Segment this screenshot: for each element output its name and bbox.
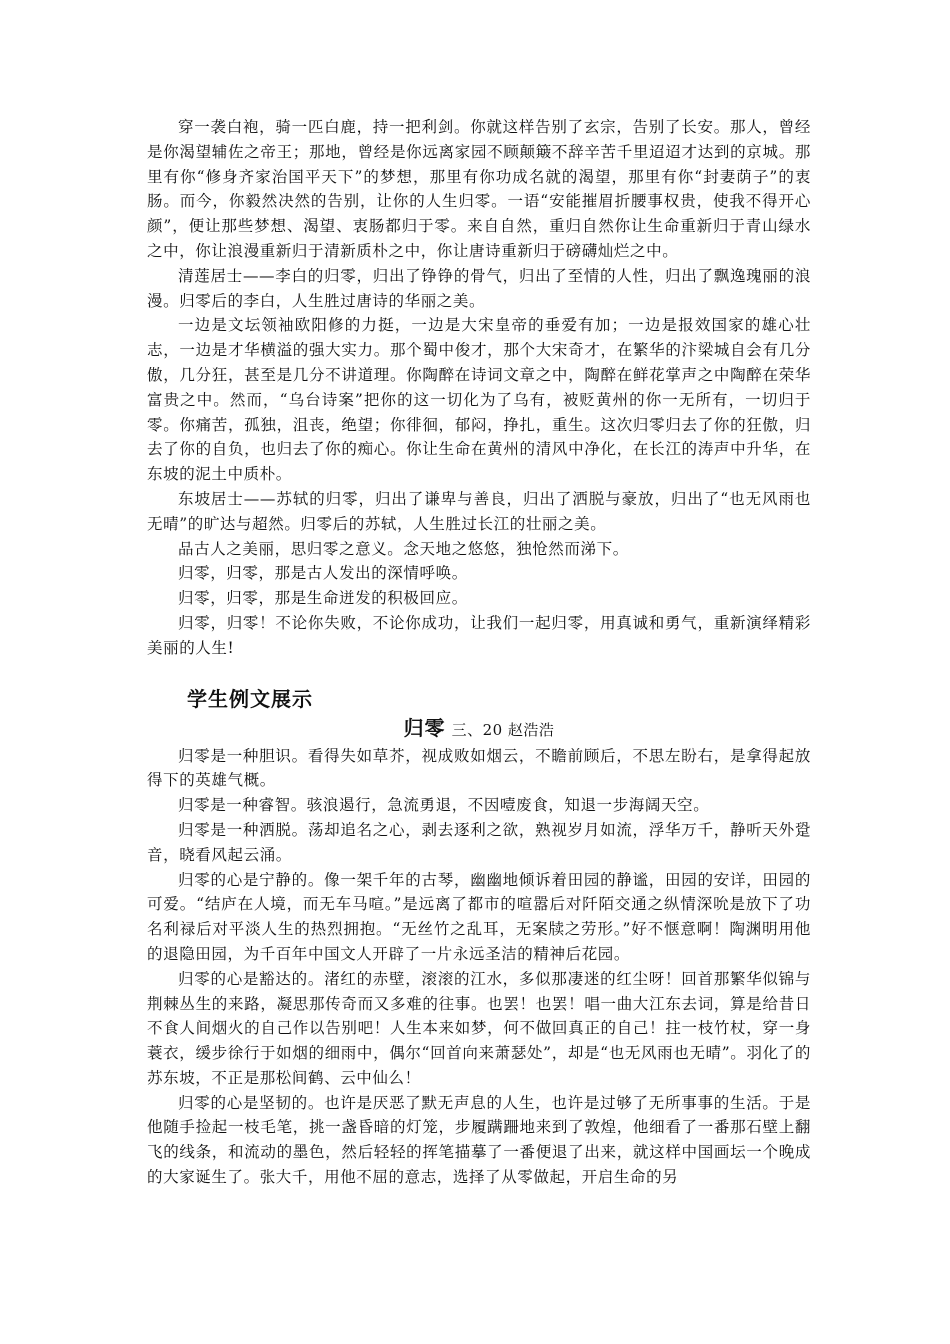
paragraph: 归零的心是宁静的。像一架千年的古琴，幽幽地倾诉着田园的静谧，田园的安详，田园的可爱。“结庐在人境，而无车马喧。”是远离了都市的喧嚣后对阡陌交通之纵情深吮是放下了功名利禄后对平淡人生的热烈拥抱。“无丝竹之乱耳，无案牍之劳形。”好不惬意啊！陶渊明用他的退隐田园，为千百年中国文人开辟了一片永远圣洁的精神后花园。 bbox=[147, 870, 811, 963]
paragraph: 东坡居士——苏轼的归零，归出了谦卑与善良，归出了洒脱与豪放，归出了“也无风雨也无晴”的旷达与超然。归零后的苏轼，人生胜过长江的壮丽之美。 bbox=[147, 489, 811, 533]
paragraph: 一边是文坛领袖欧阳修的力挺，一边是大宋皇帝的垂爱有加；一边是报效国家的雄心壮志，一边是才华横溢的强大实力。那个蜀中俊才，那个大宋奇才，在繁华的汴梁城自会有几分傲，几分狂，甚至是几分不讲道理。你陶醉在诗词文章之中，陶醉在鲜花掌声之中陶醉在荣华富贵之中。然而，“乌台诗案”把你的这一切化为了乌有，被贬黄州的你一无所有，一切归于零。你痛苦，孤独，沮丧，绝望；你徘徊，郁闷，挣扎，重生。这次归零归去了你的狂傲，归去了你的自负，也归去了你的痴心。你让生命在黄州的清风中净化，在长江的涛声中升华，在东坡的泥土中质朴。 bbox=[147, 316, 811, 484]
paragraph: 归零是一种洒脱。荡却追名之心，剥去逐利之欲，熟视岁月如流，浮华万千，静听天外跫音，晓看风起云涌。 bbox=[147, 820, 811, 864]
paragraph: 穿一袭白袍，骑一匹白鹿，持一把利剑。你就这样告别了玄宗，告别了长安。那人，曾经是你渴望辅佐之帝王；那地，曾经是你远离家园不顾颠簸不辞辛苦千里迢迢才达到的京城。那里有你“修身齐家治国平天下”的梦想，那里有你功成名就的渴望，那里有你“封妻荫子”的衷肠。而今，你毅然决然的告别，让你的人生归零。一语“安能摧眉折腰事权贵，使我不得开心颜”，便让那些梦想、渴望、衷肠都归于零。来自自然，重归自然你让生命重新归于青山绿水之中，你让浪漫重新归于清新质朴之中，你让唐诗重新归于磅礴灿烂之中。 bbox=[147, 118, 811, 260]
student-essay bbox=[147, 744, 811, 1190]
intro-essay bbox=[147, 115, 811, 661]
paragraph: 归零，归零，那是生命迸发的积极回应。 bbox=[178, 589, 468, 608]
section-heading: 学生例文展示 bbox=[187, 686, 313, 711]
paragraph: 归零是一种睿智。骇浪遏行，急流勇退，不因噎废食，知退一步海阔天空。 bbox=[178, 796, 710, 815]
essay-title: 归零 bbox=[403, 715, 446, 740]
paragraph: 品古人之美丽，思归零之意义。念天地之悠悠，独怆然而涕下。 bbox=[178, 539, 629, 558]
paragraph: 归零的心是豁达的。渚红的赤壁，滚滚的江水，多似那凄迷的红尘呀！回首那繁华似锦与荆棘丛生的来路，凝思那传奇而又多难的往事。也罢！也罢！唱一曲大江东去词，算是给昔日不食人间烟火的自己作以告别吧！人生本来如梦，何不做回真正的自己！拄一枝竹杖，穿一身蓑衣，缓步徐行于如烟的细雨中，偶尔“回首向来萧瑟处”，却是“也无风雨也无晴”。羽化了的苏东坡，不正是那松间鹤、云中仙么！ bbox=[147, 969, 811, 1087]
essay-header bbox=[147, 714, 811, 744]
document-body bbox=[147, 115, 811, 1190]
paragraph: 归零的心是坚韧的。也许是厌恶了默无声息的人生，也许是过够了无所事事的生活。于是他随手捡起一枝毛笔，挑一盏昏暗的灯笼，步履蹒跚地来到了敦煌，他细看了一番那石壁上翻飞的线条，和流动的墨色，然后轻轻的挥笔描摹了一番便退了出来，就这样中国画坛一个晚成的大家诞生了。张大千，用他不屈的意志，选择了从零做起，开启生命的另 bbox=[147, 1093, 811, 1187]
paragraph: 归零，归零！不论你失败，不论你成功，让我们一起归零，用真诚和勇气，重新演绎精彩美丽的人生! bbox=[147, 613, 811, 657]
paragraph: 归零是一种胆识。看得失如草芥，视成败如烟云，不瞻前顾后，不思左盼右，是拿得起放得下的英雄气概。 bbox=[147, 746, 811, 790]
paragraph: 归零，归零，那是古人发出的深情呼唤。 bbox=[178, 564, 468, 583]
essay-byline: 三、20 赵浩浩 bbox=[451, 720, 555, 739]
paragraph: 清莲居士——李白的归零，归出了铮铮的骨气，归出了至情的人性，归出了飘逸瑰丽的浪漫。归零后的李白，人生胜过唐诗的华丽之美。 bbox=[147, 266, 811, 310]
